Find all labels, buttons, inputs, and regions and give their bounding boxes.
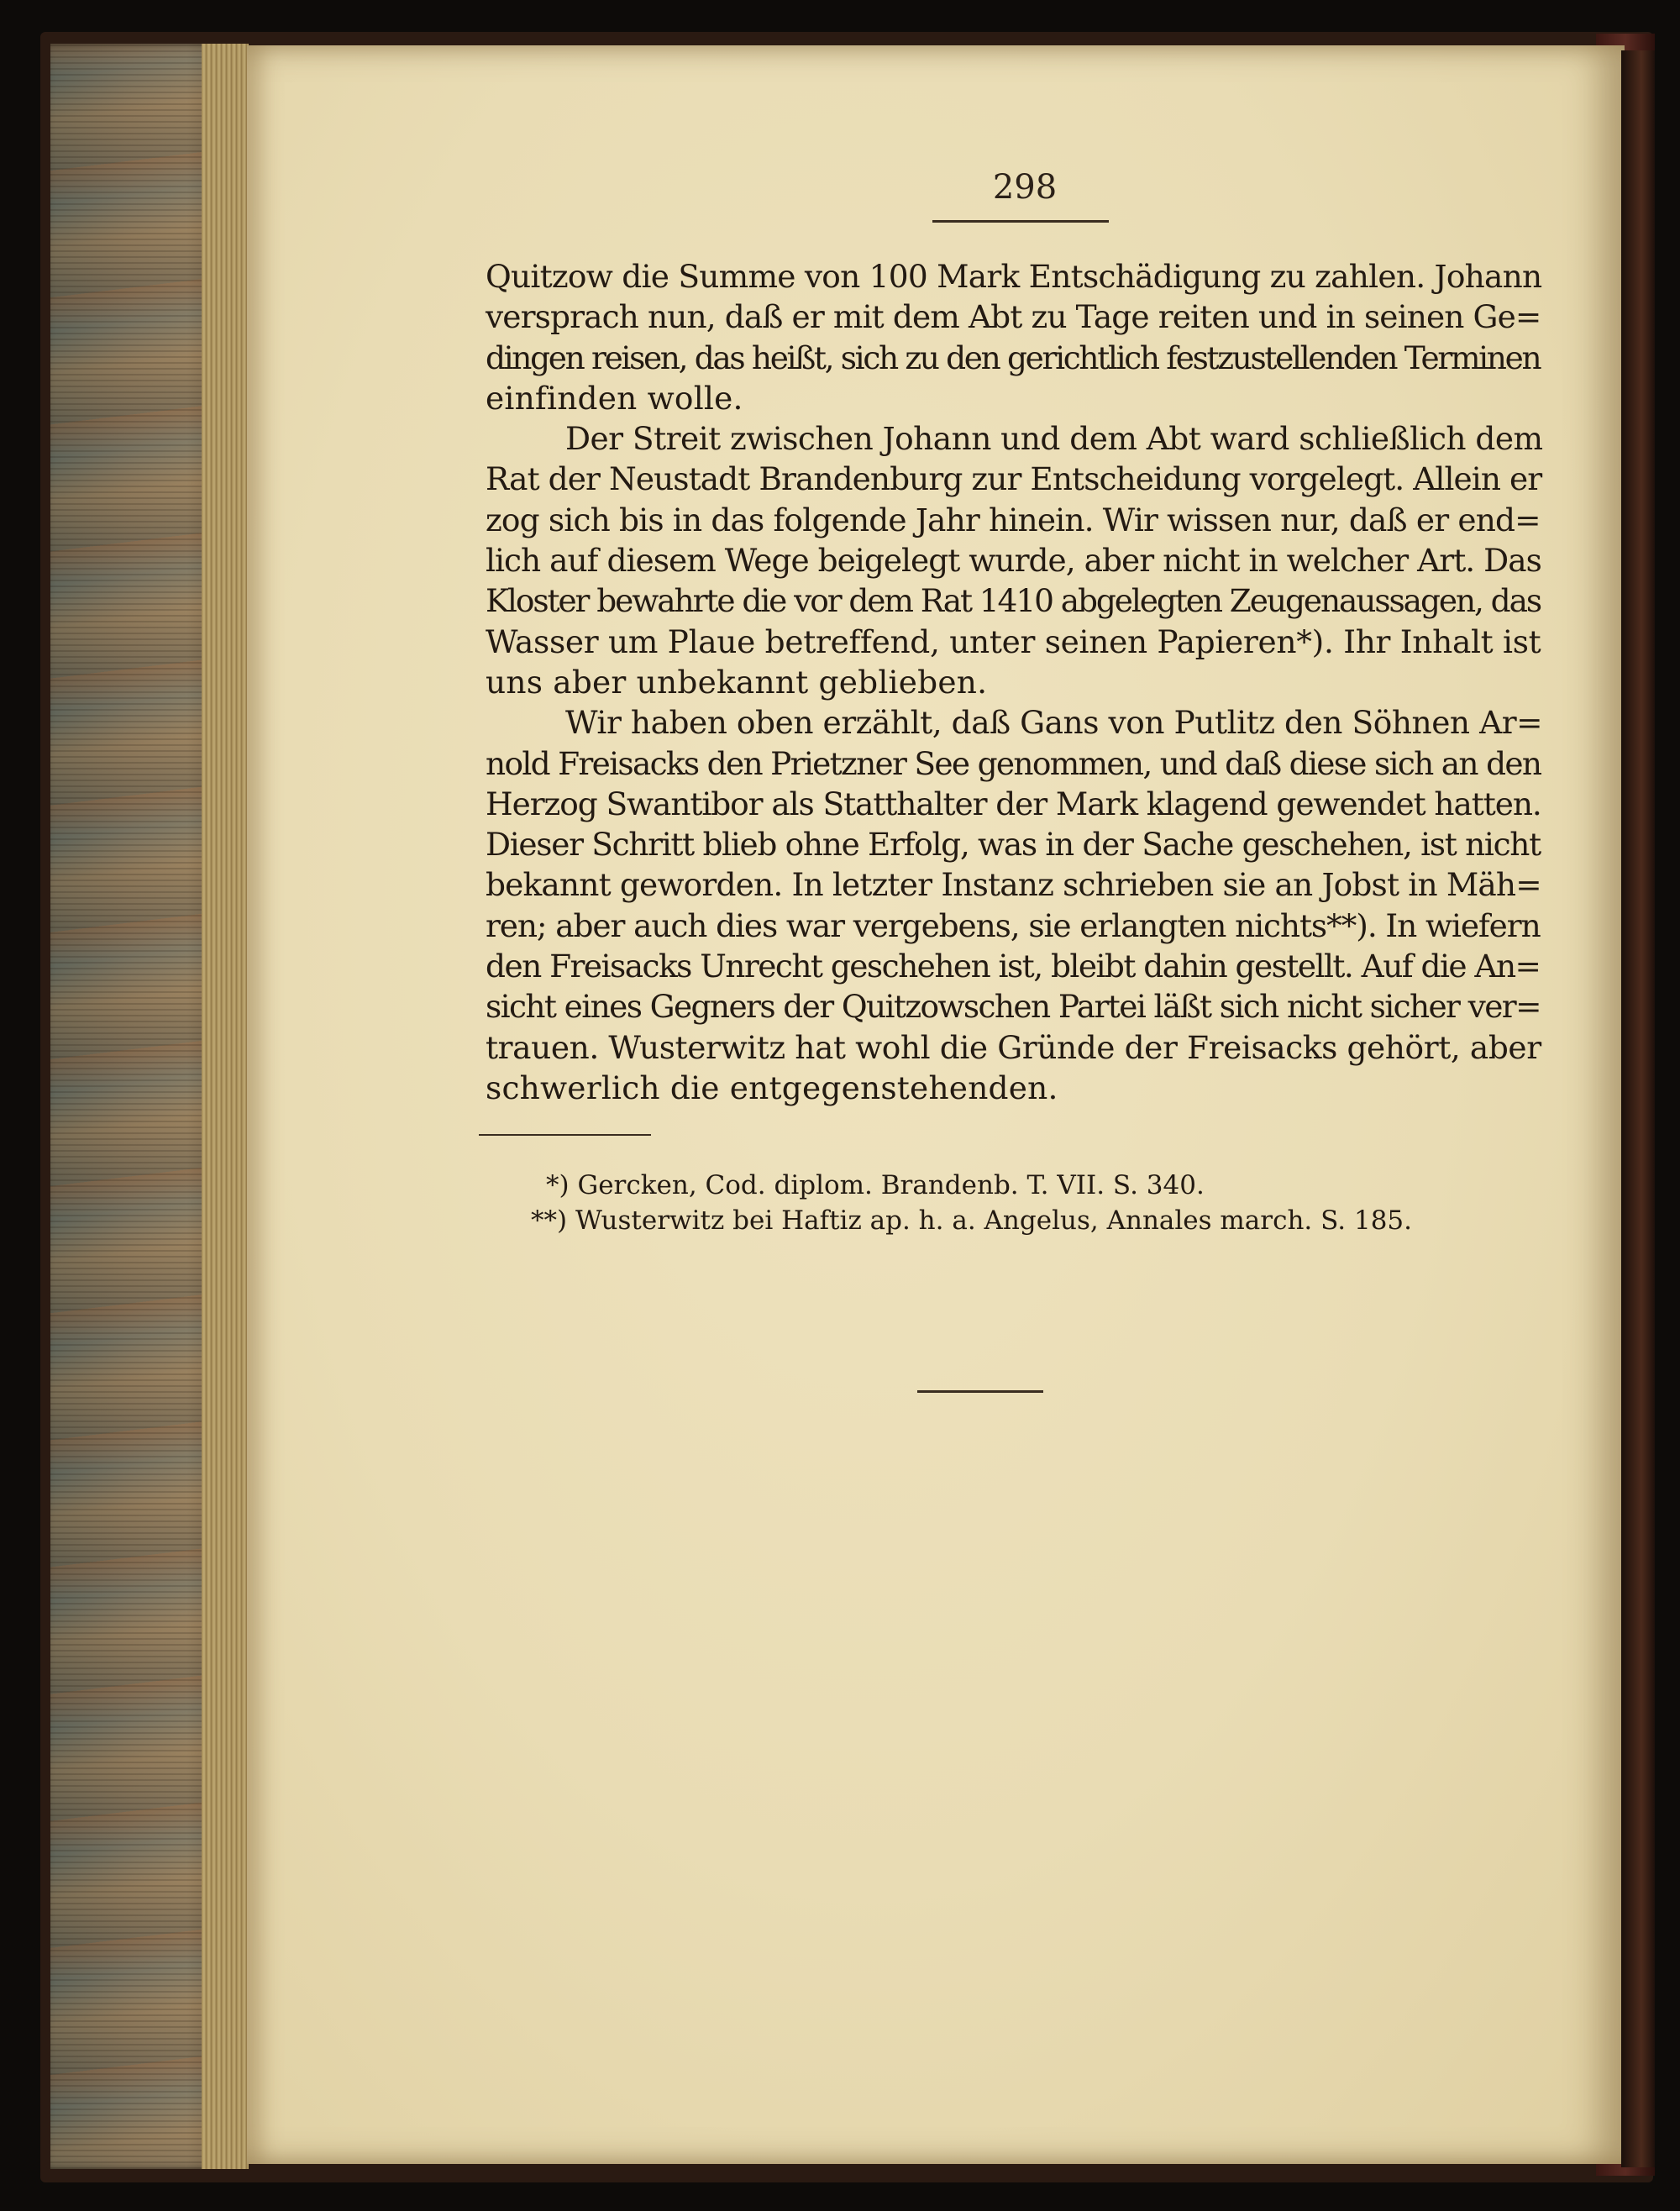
text-line: dingen reisen, das heißt, sich zu den gerichtlich festzustellenden Terminen	[486, 339, 1541, 376]
text-line: Herzog Swantibor als Statthalter der Mark klagend gewendet hatten.	[486, 785, 1541, 822]
book-binding-right	[1621, 50, 1655, 2167]
text-line: uns aber unbekannt geblieben.	[486, 663, 988, 701]
page-number: 298	[992, 168, 1058, 207]
text-line: einfinden wolle.	[486, 379, 743, 417]
body-text	[486, 256, 1552, 1108]
text-line: Kloster bewahrte die vor dem Rat 1410 abgelegten Zeugenaussagen, das	[486, 582, 1541, 620]
text-line: Wasser um Plaue betreffend, unter seinen Papieren*). Ihr Inhalt ist	[486, 622, 1541, 660]
text-line: Wir haben oben erzählt, daß Gans von Putlitz den Söhnen Ar=	[565, 704, 1543, 742]
text-line: versprach nun, daß er mit dem Abt zu Tage reiten und in seinen Ge=	[486, 298, 1541, 336]
text-line: sicht eines Gegners der Quitzowschen Partei läßt sich nicht sicher ver=	[486, 988, 1541, 1026]
text-line: ren; aber auch dies war vergebens, sie erlangten nichts**). In wiefern	[486, 906, 1541, 944]
text-line: trauen. Wusterwitz hat wohl die Gründe der Freisacks gehört, aber	[486, 1028, 1541, 1066]
text-line: nold Freisacks den Prietzner See genommen, und daß diese sich an den	[486, 744, 1541, 782]
text-line: lich auf diesem Wege beigelegt wurde, aber nicht in welcher Art. Das	[486, 542, 1541, 580]
text-line: Rat der Neustadt Brandenburg zur Entscheidung vorgelegt. Allein er	[486, 460, 1542, 498]
text-line: zog sich bis in das folgende Jahr hinein. Wir wissen nur, daß er end=	[486, 501, 1541, 538]
footnote-rule	[479, 1134, 651, 1136]
text-line: schwerlich die entgegenstehenden.	[486, 1069, 1058, 1106]
page-stack-edge	[202, 44, 249, 2169]
text-line: Der Streit zwischen Johann und dem Abt ward schließlich dem	[565, 420, 1543, 458]
text-line: den Freisacks Unrecht geschehen ist, bleibt dahin gestellt. Auf die An=	[486, 948, 1541, 985]
text-line: bekannt geworden. In letzter Instanz schrieben sie an Jobst in Mäh=	[486, 866, 1541, 904]
text-line: Quitzow die Summe von 100 Mark Entschädigung zu zahlen. Johann	[486, 258, 1542, 295]
footnote: *) Gercken, Cod. diplom. Brandenb. T. VII. S. 340.	[546, 1170, 1205, 1200]
end-rule	[917, 1390, 1043, 1393]
header-rule	[932, 220, 1109, 223]
footnote: **) Wusterwitz bei Haftiz ap. h. a. Angelus, Annales march. S. 185.	[531, 1205, 1413, 1236]
text-line: Dieser Schritt blieb ohne Erfolg, was in der Sache geschehen, ist nicht	[486, 826, 1541, 864]
